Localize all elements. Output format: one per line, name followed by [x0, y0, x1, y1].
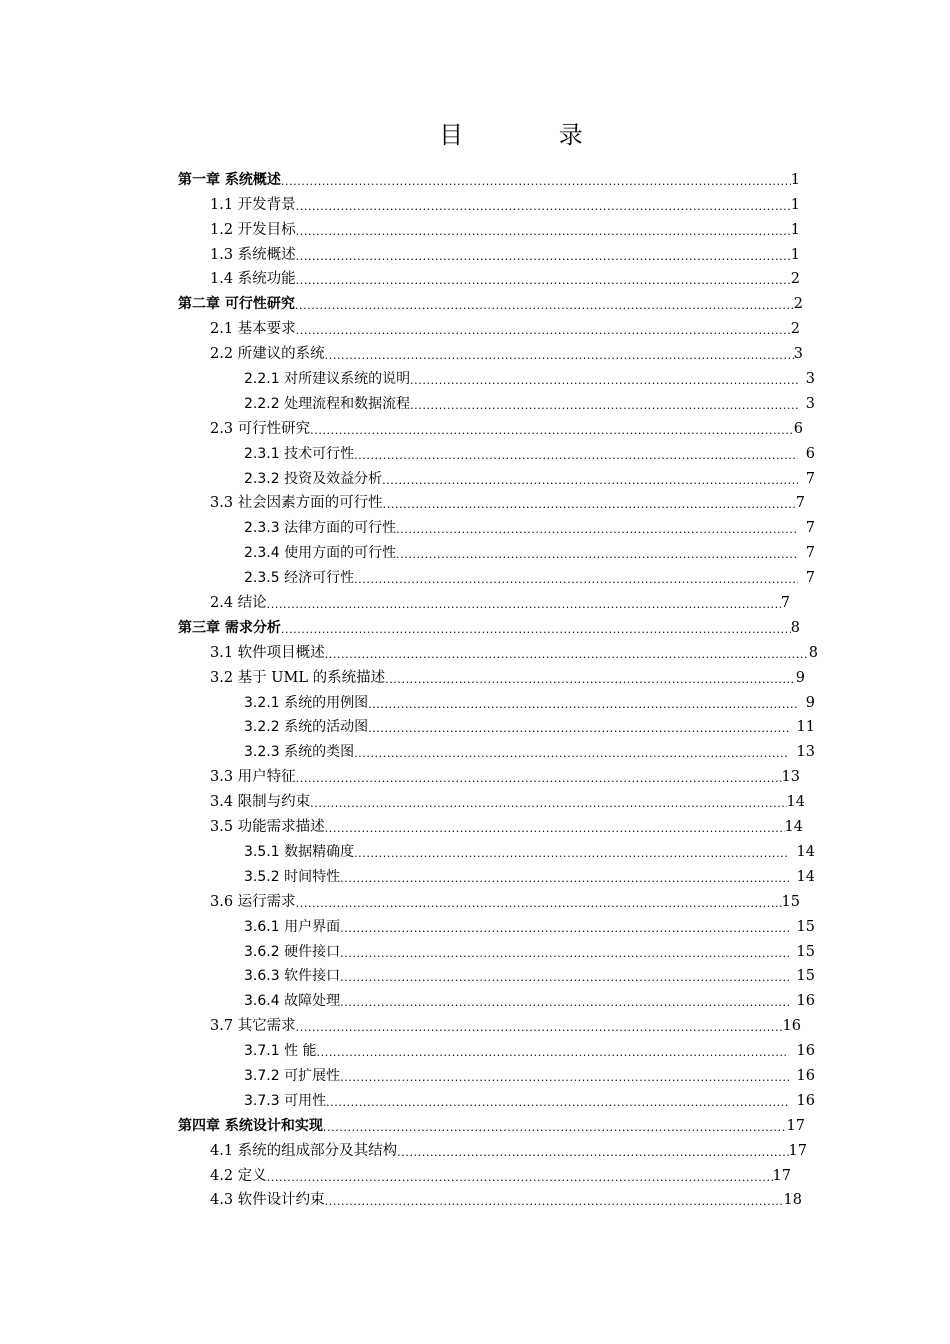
toc-dot-leader — [296, 275, 791, 291]
toc-entry[interactable] — [0, 1138, 807, 1163]
toc-dot-leader — [325, 350, 794, 366]
toc-entry-title: 3.7.3 可用性 — [244, 1092, 327, 1109]
toc-entry-page-number: 8 — [808, 644, 818, 661]
toc-entry-title: 2.3 可行性研究 — [210, 420, 311, 437]
toc-dot-leader — [340, 873, 788, 889]
toc-entry-title: 第一章 系统概述 — [178, 171, 281, 188]
toc-entry-page-number: 18 — [783, 1192, 802, 1209]
toc-dot-leader — [368, 723, 788, 739]
toc-dot-leader — [296, 898, 782, 914]
toc-entry-page-number: 15 — [796, 968, 815, 985]
toc-entry-title: 3.2.1 系统的用例图 — [244, 694, 369, 711]
toc-entry-page-number: 13 — [781, 769, 800, 786]
toc-entry[interactable] — [0, 715, 815, 740]
toc-entry-page-number: 14 — [784, 819, 803, 836]
toc-dot-leader — [267, 599, 781, 615]
toc-entry-page-number: 9 — [805, 694, 815, 711]
toc-entry-page-number: 16 — [796, 1067, 815, 1084]
toc-entry-title: 3.2.3 系统的类图 — [244, 744, 355, 761]
toc-entry[interactable] — [0, 988, 815, 1013]
toc-entry[interactable] — [0, 515, 815, 540]
toc-entry-title: 1.3 系统概述 — [210, 246, 296, 263]
toc-entry-page-number: 15 — [781, 893, 800, 910]
toc-entry[interactable] — [0, 316, 800, 341]
toc-entry[interactable] — [0, 1088, 815, 1113]
toc-dot-leader — [296, 773, 782, 789]
toc-entry-title: 1.1 开发背景 — [210, 196, 296, 213]
toc-entry-page-number: 2 — [793, 296, 803, 313]
toc-entry-title: 第二章 可行性研究 — [178, 296, 295, 313]
toc-entry-page-number: 7 — [795, 495, 805, 512]
toc-entry-page-number: 3 — [805, 395, 815, 412]
toc-entry-title: 2.2 所建议的系统 — [210, 346, 325, 363]
toc-entry-page-number: 16 — [782, 1018, 801, 1035]
toc-dot-leader — [354, 574, 798, 590]
toc-entry-page-number: 15 — [796, 918, 815, 935]
toc-dot-leader — [340, 972, 788, 988]
toc-dot-leader — [397, 1147, 788, 1163]
toc-entry-title: 3.7 其它需求 — [210, 1018, 296, 1035]
toc-entry-title: 3.5 功能需求描述 — [210, 819, 325, 836]
toc-entry[interactable] — [0, 491, 805, 516]
toc-entry-title: 3.6.4 故障处理 — [244, 993, 341, 1010]
toc-entry-title: 2.3.4 使用方面的可行性 — [244, 545, 397, 562]
toc-dot-leader — [326, 1097, 788, 1113]
toc-entry[interactable] — [0, 466, 815, 491]
toc-entry-page-number: 1 — [790, 221, 800, 238]
toc-entry[interactable] — [0, 291, 803, 316]
toc-entry[interactable] — [0, 441, 815, 466]
toc-entry[interactable] — [0, 889, 800, 914]
toc-entry[interactable] — [0, 690, 815, 715]
toc-entry-title: 3.5.1 数据精确度 — [244, 843, 355, 860]
toc-entry-title: 2.3.2 投资及效益分析 — [244, 470, 383, 487]
toc-entry[interactable] — [0, 864, 815, 889]
toc-entry-page-number: 1 — [790, 171, 800, 188]
toc-entry-page-number: 17 — [772, 1167, 791, 1184]
toc-dot-leader — [354, 450, 798, 466]
toc-dot-leader — [340, 923, 788, 939]
toc-entry-title: 3.3 社会因素方面的可行性 — [210, 495, 383, 512]
toc-entry-page-number: 15 — [796, 943, 815, 960]
toc-entry-title: 3.7.2 可扩展性 — [244, 1067, 341, 1084]
toc-dot-leader — [385, 674, 796, 690]
toc-entry-page-number: 1 — [790, 196, 800, 213]
toc-entry-title: 3.6 运行需求 — [210, 893, 296, 910]
toc-title: 目 录 — [439, 121, 627, 149]
toc-entry-page-number: 7 — [805, 570, 815, 587]
toc-entry[interactable] — [0, 839, 815, 864]
toc-entry-title: 3.1 软件项目概述 — [210, 644, 325, 661]
toc-dot-leader — [325, 649, 809, 665]
toc-entry[interactable] — [0, 1188, 802, 1213]
toc-entry[interactable] — [0, 814, 803, 839]
toc-entry-page-number: 7 — [805, 470, 815, 487]
toc-dot-leader — [296, 1022, 783, 1038]
toc-entry-title: 3.7.1 性 能 — [244, 1043, 317, 1060]
toc-entry-page-number: 6 — [793, 420, 803, 437]
toc-entry-title: 2.3.3 法律方面的可行性 — [244, 520, 397, 537]
toc-dot-leader — [296, 201, 791, 217]
toc-entry[interactable] — [0, 590, 790, 615]
toc-entry-title: 2.2.2 处理流程和数据流程 — [244, 395, 411, 412]
toc-dot-leader — [296, 226, 791, 242]
table-of-contents — [0, 167, 950, 1212]
toc-entry-page-number: 16 — [796, 1043, 815, 1060]
toc-entry-page-number: 13 — [796, 744, 815, 761]
toc-entry[interactable] — [0, 640, 818, 665]
toc-entry-page-number: 7 — [780, 595, 790, 612]
toc-entry[interactable] — [0, 565, 815, 590]
toc-entry-title: 3.5.2 时间特性 — [244, 868, 341, 885]
toc-entry-title: 2.4 结论 — [210, 595, 267, 612]
toc-entry-page-number: 3 — [805, 371, 815, 388]
toc-entry[interactable] — [0, 1163, 791, 1188]
toc-dot-leader — [410, 400, 798, 416]
toc-entry-title: 3.6.3 软件接口 — [244, 968, 341, 985]
toc-entry-page-number: 14 — [796, 843, 815, 860]
toc-entry-title: 2.3.1 技术可行性 — [244, 445, 355, 462]
toc-dot-leader — [354, 748, 788, 764]
toc-entry-title: 3.4 限制与约束 — [210, 794, 311, 811]
toc-dot-leader — [340, 948, 788, 964]
toc-entry[interactable] — [0, 764, 800, 789]
toc-entry[interactable] — [0, 341, 803, 366]
toc-entry-page-number: 8 — [790, 619, 800, 636]
toc-entry-page-number: 6 — [805, 445, 815, 462]
toc-entry-page-number: 11 — [796, 719, 815, 736]
toc-entry-title: 3.2.2 系统的活动图 — [244, 719, 369, 736]
toc-dot-leader — [281, 624, 791, 640]
toc-dot-leader — [317, 1047, 789, 1063]
toc-dot-leader — [340, 1072, 788, 1088]
toc-dot-leader — [325, 1196, 784, 1212]
toc-entry-title: 第四章 系统设计和实现 — [178, 1117, 323, 1134]
toc-entry[interactable] — [0, 391, 815, 416]
toc-entry[interactable] — [0, 167, 800, 192]
toc-dot-leader — [354, 848, 788, 864]
toc-entry[interactable] — [0, 217, 800, 242]
toc-dot-leader — [340, 997, 788, 1013]
toc-entry-title: 4.3 软件设计约束 — [210, 1192, 325, 1209]
toc-entry-page-number: 2 — [790, 321, 800, 338]
toc-entry-title: 1.2 开发目标 — [210, 221, 296, 238]
toc-entry-title: 1.4 系统功能 — [210, 271, 296, 288]
toc-entry[interactable] — [0, 192, 800, 217]
toc-entry-title: 3.2 基于 UML 的系统描述 — [210, 669, 386, 686]
toc-entry-title: 4.1 系统的组成部分及其结构 — [210, 1142, 398, 1159]
toc-entry[interactable] — [0, 665, 805, 690]
toc-entry-title: 3.6.2 硬件接口 — [244, 943, 341, 960]
toc-entry[interactable] — [0, 789, 805, 814]
toc-entry-page-number: 9 — [795, 669, 805, 686]
toc-entry[interactable] — [0, 1013, 801, 1038]
toc-entry[interactable] — [0, 267, 800, 292]
toc-entry-page-number: 16 — [796, 1092, 815, 1109]
toc-entry[interactable] — [0, 739, 815, 764]
toc-dot-leader — [396, 549, 798, 565]
toc-dot-leader — [383, 499, 796, 515]
toc-entry-title: 4.2 定义 — [210, 1167, 267, 1184]
toc-entry-page-number: 7 — [805, 520, 815, 537]
toc-entry[interactable] — [0, 1063, 815, 1088]
toc-dot-leader — [296, 325, 791, 341]
toc-dot-leader — [267, 1172, 773, 1188]
toc-dot-leader — [382, 475, 798, 491]
toc-entry[interactable] — [0, 416, 803, 441]
toc-entry-title: 3.3 用户特征 — [210, 769, 296, 786]
toc-entry[interactable] — [0, 914, 815, 939]
toc-entry[interactable] — [0, 939, 815, 964]
toc-entry-title: 第三章 需求分析 — [178, 619, 281, 636]
toc-dot-leader — [323, 1122, 787, 1138]
toc-entry-page-number: 14 — [786, 794, 805, 811]
toc-entry-title: 2.3.5 经济可行性 — [244, 570, 355, 587]
toc-dot-leader — [325, 823, 785, 839]
toc-entry[interactable] — [0, 366, 815, 391]
toc-dot-leader — [410, 375, 798, 391]
toc-entry-page-number: 2 — [790, 271, 800, 288]
toc-dot-leader — [368, 699, 798, 715]
toc-dot-leader — [310, 425, 794, 441]
toc-entry[interactable] — [0, 540, 815, 565]
toc-dot-leader — [281, 176, 791, 192]
toc-entry[interactable] — [0, 964, 815, 989]
toc-entry[interactable] — [0, 1038, 815, 1063]
toc-entry-title: 3.6.1 用户界面 — [244, 918, 341, 935]
toc-entry-page-number: 7 — [805, 545, 815, 562]
toc-dot-leader — [396, 524, 798, 540]
toc-entry[interactable] — [0, 242, 800, 267]
toc-entry-page-number: 14 — [796, 868, 815, 885]
toc-entry-page-number: 3 — [793, 346, 803, 363]
toc-entry-title: 2.1 基本要求 — [210, 321, 296, 338]
toc-entry-page-number: 17 — [788, 1142, 807, 1159]
toc-dot-leader — [296, 251, 791, 267]
toc-entry-page-number: 16 — [796, 993, 815, 1010]
toc-dot-leader — [310, 798, 786, 814]
toc-entry[interactable] — [0, 615, 800, 640]
toc-entry-title: 2.2.1 对所建议系统的说明 — [244, 371, 411, 388]
toc-entry-page-number: 17 — [786, 1117, 805, 1134]
toc-dot-leader — [295, 300, 794, 316]
toc-entry[interactable] — [0, 1113, 805, 1138]
toc-entry-page-number: 1 — [790, 246, 800, 263]
